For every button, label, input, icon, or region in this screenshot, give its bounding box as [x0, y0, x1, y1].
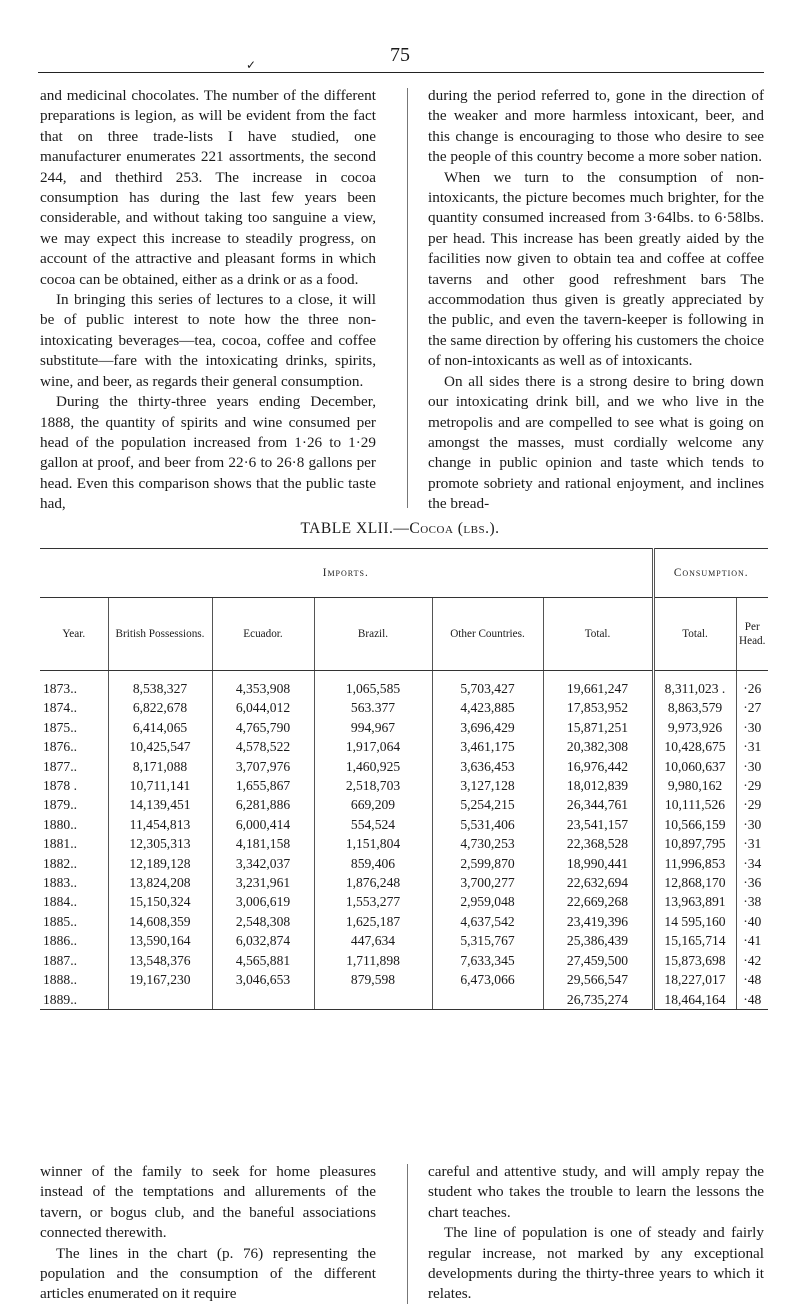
imports-group-header: Imports. — [40, 549, 653, 598]
column-divider — [407, 88, 408, 508]
table-row: 1876.. 10,425,547 4,578,522 1,917,064 3,461,175 20,382,308 10,428,675 ·31 — [40, 737, 768, 756]
paragraph: The line of population is one of steady and fairly regular increase, not marked by any exceptional developments during the thirty-three years to which it relates. — [428, 1224, 764, 1303]
col-header-other: Other Countries. — [432, 598, 543, 671]
col-header-ecuador: Ecuador. — [212, 598, 314, 671]
table-row: 1881.. 12,305,313 4,181,158 1,151,804 4,730,253 22,368,528 10,897,795 ·31 — [40, 834, 768, 853]
top-left-column — [40, 86, 376, 515]
top-right-column — [428, 86, 764, 515]
table-row: 1877.. 8,171,088 3,707,976 1,460,925 3,636,453 16,976,442 10,060,637 ·30 — [40, 757, 768, 776]
paragraph: careful and attentive study, and will amply repay the student who takes the trouble to learn the lessons the chart teaches. — [428, 1163, 764, 1221]
column-divider — [407, 1164, 408, 1304]
col-header-brazil: Brazil. — [314, 598, 432, 671]
col-header-consumption-total: Total. — [653, 598, 736, 671]
bottom-right-column — [428, 1162, 764, 1305]
paragraph: In bringing this series of lectures to a close, it will be of public interest to note how the three non-intoxicating beverages—tea, cocoa, coffee and coffee substitute—fare with the intoxicating drinks, spirits, wine, and beer, as regards their general consumption. — [40, 291, 376, 390]
table-title-prefix: TABLE XLII.— — [300, 520, 410, 537]
paragraph: winner of the family to seek for home pleasures instead of the temptations and allurements of the tavern, or bogus club, and the baneful associations connected therewith. — [40, 1163, 376, 1242]
table-row: 1889.. 26,735,274 18,464,164 ·48 — [40, 990, 768, 1010]
cocoa-table — [40, 548, 768, 1010]
paragraph: The lines in the chart (p. 76) representing the population and the consumption of the different articles enumerated on it require — [40, 1244, 376, 1303]
table-row: 1886.. 13,590,164 6,032,874 447,634 5,315,767 25,386,439 15,165,714 ·41 — [40, 931, 768, 950]
paragraph: On all sides there is a strong desire to bring down our intoxicating drink bill, and we who live in the metropolis and are compelled to see what is going on amongst the masses, must cordially welcome any change in public opinion and taste which tends to promote sobriety and rational enjoyment, and inclines the bread- — [428, 372, 764, 513]
paragraph: and medicinal chocolates. The number of the different preparations is legion, as will be evident from the fact that on three trade-lists I have studied, one manufacturer enumerates 221 assortments, the second 244, and thethird 253. The increase in cocoa consumption has during the last few years been considerable, and without taking too sanguine a view, we may expect this increase to steadily progress, on account of the attractive and pleasant forms in which cocoa can be obtained, either as a drink or as a food. — [40, 87, 376, 288]
table-title — [0, 520, 800, 538]
table-row: 1880.. 11,454,813 6,000,414 554,524 5,531,406 23,541,157 10,566,159 ·30 — [40, 815, 768, 834]
table-row: 1884.. 15,150,324 3,006,619 1,553,277 2,959,048 22,669,268 13,963,891 ·38 — [40, 892, 768, 911]
table-row: 1882.. 12,189,128 3,342,037 859,406 2,599,870 18,990,441 11,996,853 ·34 — [40, 854, 768, 873]
paragraph: During the thirty-three years ending December, 1888, the quantity of spirits and wine consumed per head of the population increased from 1·26 to 1·29 gallon at proof, and beer from 22·6 to 26·8 gallons per head. Even this comparison shows that the public taste had, — [40, 393, 376, 513]
paragraph: during the period referred to, gone in the direction of the weaker and more harmless intoxicant, beer, and this change is encouraging to those who desire to see the people of this country become a more sober nation. — [428, 87, 764, 166]
table-row: 1888.. 19,167,230 3,046,653 879,598 6,473,066 29,566,547 18,227,017 ·48 — [40, 970, 768, 989]
col-header-year: Year. — [40, 598, 108, 671]
table-row: 1874.. 6,822,678 6,044,012 563.377 4,423,885 17,853,952 8,863,579 ·27 — [40, 698, 768, 717]
table-row: 1879.. 14,139,451 6,281,886 669,209 5,254,215 26,344,761 10,111,526 ·29 — [40, 795, 768, 814]
consumption-group-header: Consumption. — [653, 549, 768, 598]
table-title-caption: Cocoa (lbs.). — [409, 520, 500, 537]
col-header-british: British Possessions. — [108, 598, 212, 671]
check-mark-icon: ✓ — [246, 58, 257, 72]
top-rule — [38, 72, 764, 73]
page-number: 75 — [390, 44, 410, 66]
table-row: 1878 . 10,711,141 1,655,867 2,518,703 3,127,128 18,012,839 9,980,162 ·29 — [40, 776, 768, 795]
paragraph: When we turn to the consumption of non-intoxicants, the picture becomes much brighter, for the quantity consumed increased from 3·64lbs. to 6·58lbs. per head. This increase has been greatly aided by the facilities now given to obtain tea and coffee at coffee taverns and other good refreshment bars The accommodation thus given is greatly appreciated by the public, and even the tavern-keeper is following in the same direction by offering his customers the choice of non-intoxicants as well as of intoxicants. — [428, 168, 764, 370]
table-row: 1873.. 8,538,327 4,353,908 1,065,585 5,703,427 19,661,247 8,311,023 . ·26 — [40, 671, 768, 699]
table-row: 1885.. 14,608,359 2,548,308 1,625,187 4,637,542 23,419,396 14 595,160 ·40 — [40, 912, 768, 931]
table-row: 1875.. 6,414,065 4,765,790 994,967 3,696,429 15,871,251 9,973,926 ·30 — [40, 718, 768, 737]
table-row: 1887.. 13,548,376 4,565,881 1,711,898 7,633,345 27,459,500 15,873,698 ·42 — [40, 951, 768, 970]
table-row: 1883.. 13,824,208 3,231,961 1,876,248 3,700,277 22,632,694 12,868,170 ·36 — [40, 873, 768, 892]
col-header-per-head: Per Head. — [736, 598, 768, 671]
col-header-total: Total. — [543, 598, 653, 671]
bottom-left-column — [40, 1162, 376, 1305]
